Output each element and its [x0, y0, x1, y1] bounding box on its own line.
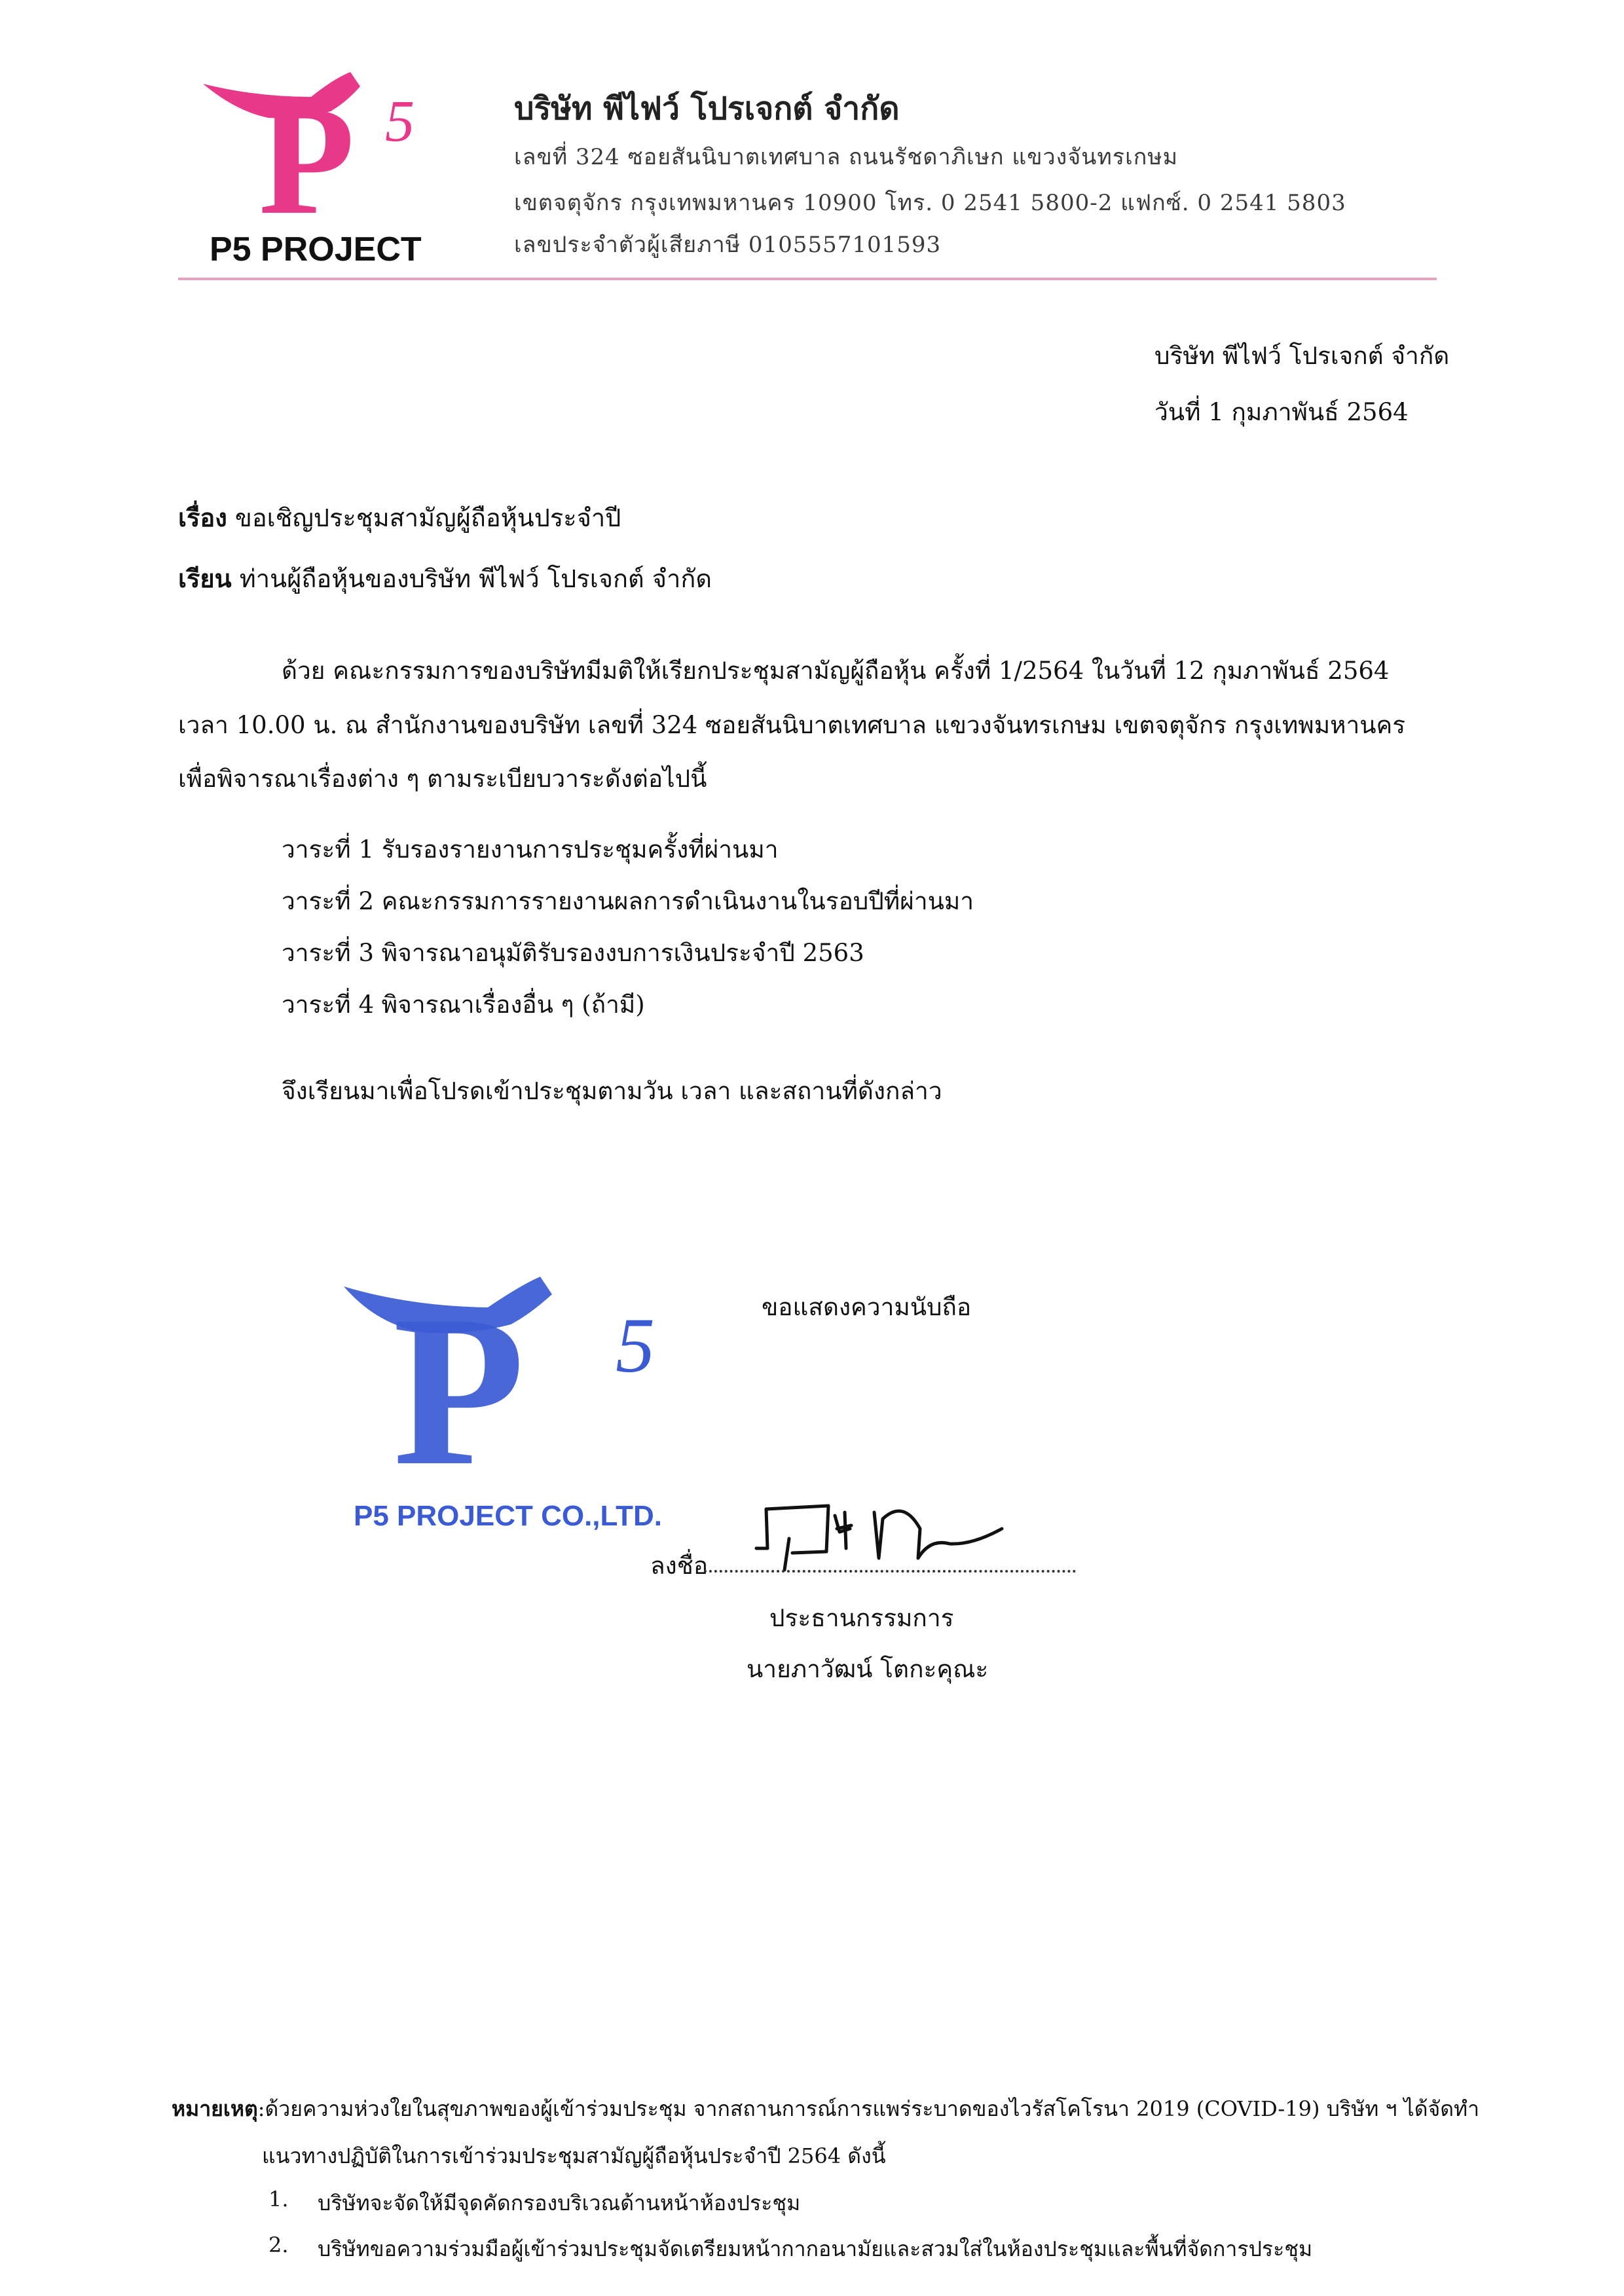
footnote-line-2: แนวทางปฏิบัติในการเข้าร่วมประชุมสามัญผู้ถือหุ้นประจำปี 2564 ดังนี้: [262, 2143, 886, 2168]
stamp-caption: P5 PROJECT CO.,LTD.: [354, 1500, 663, 1532]
tax-id-line: เลขประจำตัวผู้เสียภาษี 0105557101593: [514, 232, 942, 258]
closing-line: จึงเรียนมาเพื่อโปรดเข้าประชุมตามวัน เวลา และสถานที่ดังกล่าว: [282, 1077, 942, 1105]
company-name: บริษัท พีไฟว์ โปรเจกต์ จำกัด: [514, 90, 900, 127]
subject-label: เรื่อง: [178, 503, 227, 532]
company-stamp: [331, 1273, 697, 1535]
footnote-item: บริษัทจะจัดให้มีจุดคัดกรองบริเวณด้านหน้าห้องประชุม: [318, 2191, 801, 2215]
subject-line: [178, 498, 621, 538]
footnote-line-1: [172, 2092, 1479, 2126]
agenda-item-4: วาระที่ 4 พิจารณาเรื่องอื่น ๆ (ถ้ามี): [282, 991, 645, 1019]
sign-label: ลงชื่อ: [650, 1552, 709, 1580]
footnote-label: หมายเหตุ: [172, 2096, 258, 2121]
stamp-mark: P: [393, 1273, 525, 1510]
agenda-item-3: วาระที่ 3 พิจารณาอนุมัติรับรองงบการเงินประจำปี 2563: [282, 939, 864, 967]
logo-mark: P: [259, 73, 355, 247]
agenda-item-1: วาระที่ 1 รับรองรายงานการประชุมครั้งที่ผ่านมา: [282, 835, 779, 864]
company-logo: [196, 72, 432, 268]
footnote-item-number: 2.: [268, 2232, 289, 2257]
footnote-item-number: 1.: [268, 2187, 289, 2212]
footnote-item: บริษัทขอความร่วมมือผู้เข้าร่วมประชุมจัดเตรียมหน้ากากอนามัยและสวมใส่ในห้องประชุมและพื้นที่จัดการประชุม: [318, 2236, 1313, 2261]
logo-caption: P5 PROJECT: [210, 230, 422, 268]
signature-line: [704, 1570, 1076, 1573]
address-line-2: เขตจตุจักร กรุงเทพมหานคร 10900 โทร. 0 2541 5800-2 แฟกซ์. 0 2541 5803: [514, 190, 1346, 216]
recipient-label: เรียน: [178, 564, 232, 593]
body-line-1: ด้วย คณะกรรมการของบริษัทมีมติให้เรียกประชุมสามัญผู้ถือหุ้น ครั้งที่ 1/2564 ในวันที่ 12 กุมภาพันธ์ 2564: [282, 657, 1390, 685]
logo-superscript: 5: [385, 89, 415, 154]
sender-company: บริษัท พีไฟว์ โปรเจกต์ จำกัด: [1154, 342, 1450, 370]
header-divider: [178, 278, 1437, 280]
signer-name: นายภาวัฒน์ โตกะคุณะ: [747, 1655, 989, 1683]
recipient-text: ท่านผู้ถือหุ้นของบริษัท พีไฟว์ โปรเจกต์ จำกัด: [239, 564, 712, 593]
signer-title: ประธานกรรมการ: [769, 1604, 954, 1632]
stamp-superscript: 5: [616, 1302, 655, 1389]
footnote-text-1: :ด้วยความห่วงใยในสุขภาพของผู้เข้าร่วมประชุม จากสถานการณ์การแพร่ระบาดของไวรัสโคโรนา 2019 (COVID-19) บริษัท ฯ ได้จัดทำ: [257, 2096, 1480, 2121]
regards-text: ขอแสดงความนับถือ: [762, 1293, 972, 1321]
body-line-2: เวลา 10.00 น. ณ สำนักงานของบริษัท เลขที่ 324 ซอยสันนิบาตเทศบาล แขวงจันทรเกษม เขตจตุจักร กรุงเทพมหานคร: [178, 711, 1406, 739]
address-line-1: เลขที่ 324 ซอยสันนิบาตเทศบาล ถนนรัชดาภิเษก แขวงจันทรเกษม: [514, 144, 1179, 170]
recipient-line: [178, 558, 712, 598]
subject-text: ขอเชิญประชุมสามัญผู้ถือหุ้นประจำปี: [234, 503, 621, 532]
body-line-3: เพื่อพิจารณาเรื่องต่าง ๆ ตามระเบียบวาระดังต่อไปนี้: [178, 765, 707, 793]
letter-date: วันที่ 1 กุมภาพันธ์ 2564: [1154, 398, 1409, 426]
agenda-item-2: วาระที่ 2 คณะกรรมการรายงานผลการดำเนินงานในรอบปีที่ผ่านมา: [282, 887, 974, 915]
